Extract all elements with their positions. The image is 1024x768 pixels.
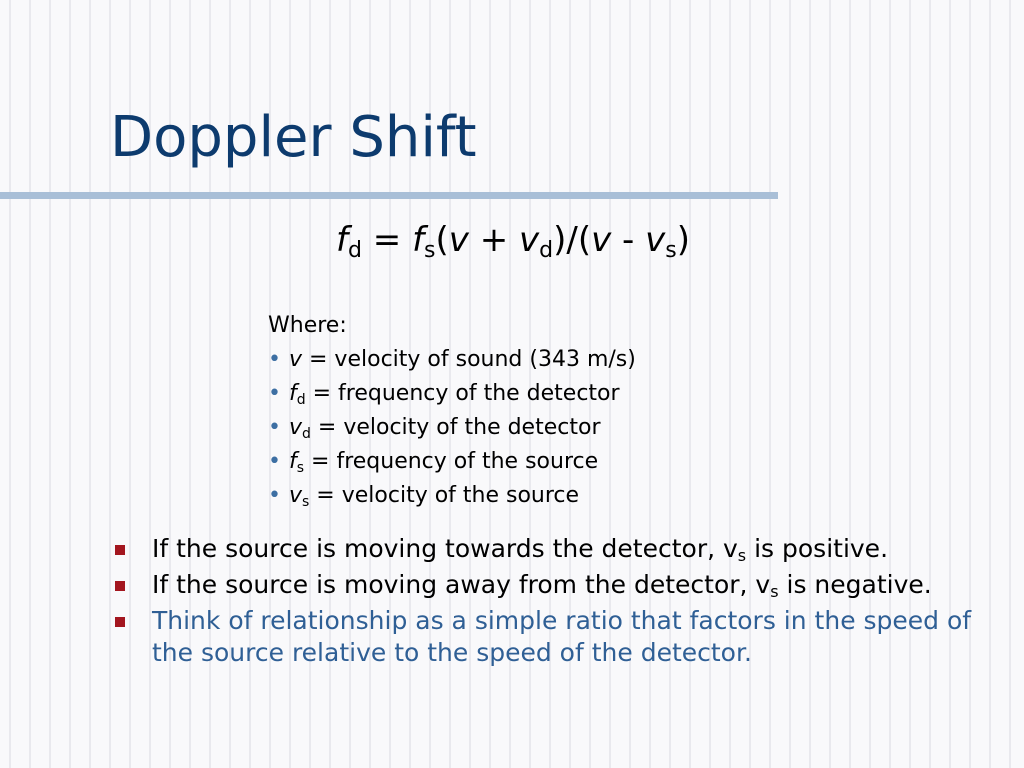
- bullet-item: [112, 605, 1012, 669]
- bullet-text-post: is negative.: [778, 570, 932, 599]
- definition-item: [268, 343, 636, 377]
- bullet-dot-icon: •: [268, 381, 281, 406]
- bullet-text-pre: If the source is moving away from the detector, v: [152, 570, 771, 599]
- definition-var: v: [288, 483, 303, 508]
- formula-minus: -: [611, 220, 646, 260]
- definition-item: [268, 445, 636, 479]
- definition-item: [268, 479, 636, 513]
- square-bullet-icon: [115, 581, 125, 591]
- definition-desc: = velocity of the detector: [310, 415, 601, 440]
- bullet-item: [112, 533, 1012, 565]
- where-heading: Where:: [268, 313, 347, 338]
- formula-vd-var: v: [519, 220, 540, 260]
- bullet-sub: s: [770, 582, 779, 601]
- bullet-text-post: is positive.: [746, 534, 889, 563]
- slide-title: Doppler Shift: [110, 105, 477, 170]
- square-bullet-icon: [115, 617, 125, 627]
- definition-var: f: [288, 381, 297, 406]
- variable-definitions: [268, 309, 636, 513]
- definition-var: v: [288, 347, 303, 372]
- formula-v1: v: [448, 220, 469, 260]
- formula-v2: v: [591, 220, 612, 260]
- formula-vs-var: v: [645, 220, 666, 260]
- definition-list: [268, 343, 636, 513]
- square-bullet-icon: [115, 545, 125, 555]
- bullet-dot-icon: •: [268, 449, 281, 474]
- definition-sub: s: [296, 460, 305, 476]
- title-underline: [0, 192, 778, 199]
- formula-lhs-var: f: [336, 220, 348, 260]
- definition-desc: = frequency of the source: [304, 449, 599, 474]
- formula-equals: =: [361, 220, 413, 260]
- formula-lhs-sub: d: [347, 238, 362, 263]
- formula-close-paren: ): [676, 220, 690, 260]
- main-bullet-list: [112, 533, 1012, 673]
- formula-divide: )/(: [553, 220, 592, 260]
- definition-item: [268, 411, 636, 445]
- definition-sub: d: [302, 426, 311, 442]
- bullet-text-pre: If the source is moving towards the detector, v: [152, 534, 738, 563]
- formula-open-paren: (: [435, 220, 449, 260]
- formula-vs-sub: s: [665, 238, 677, 263]
- doppler-formula: [336, 220, 690, 261]
- definition-desc: = frequency of the detector: [305, 381, 620, 406]
- definition-sub: d: [296, 392, 306, 408]
- definition-sub: s: [302, 494, 310, 510]
- definition-var: v: [288, 415, 303, 440]
- definition-desc: = velocity of sound (343 m/s): [302, 347, 636, 372]
- bullet-text-highlight: Think of relationship as a simple ratio that factors in the speed of the source relative to the speed of the detector.: [152, 606, 972, 667]
- definition-desc: = velocity of the source: [309, 483, 580, 508]
- bullet-item: [112, 569, 1012, 601]
- bullet-sub: s: [737, 546, 747, 565]
- formula-fs-sub: s: [424, 238, 436, 263]
- formula-vd-sub: d: [539, 238, 554, 263]
- bullet-dot-icon: •: [268, 483, 281, 508]
- formula-plus: +: [468, 220, 520, 260]
- bullet-dot-icon: •: [268, 415, 281, 440]
- definition-item: [268, 377, 636, 411]
- formula-fs-var: f: [412, 220, 425, 260]
- bullet-dot-icon: •: [268, 347, 281, 372]
- definition-var: f: [288, 449, 297, 474]
